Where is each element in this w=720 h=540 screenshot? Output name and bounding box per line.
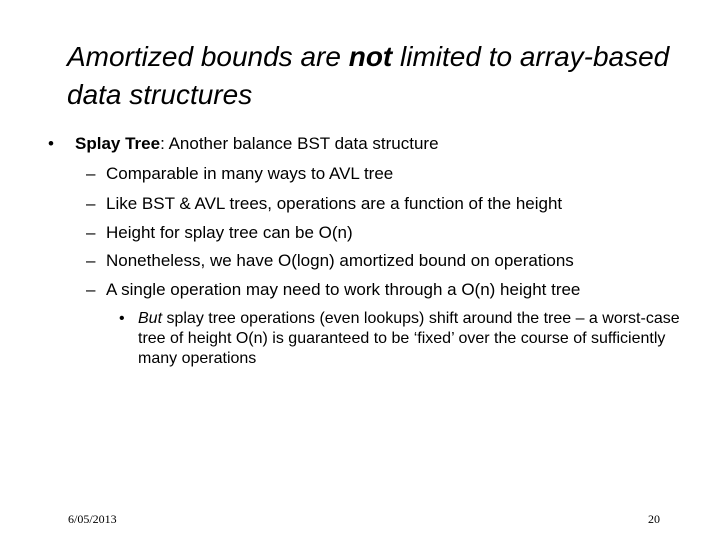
page-number: 20 <box>648 512 660 526</box>
sub-bullet-2 <box>86 193 562 215</box>
dash-marker: – <box>86 223 96 242</box>
bullet-marker: • <box>48 134 54 153</box>
sub-bullet-text: A single operation may need to work through a O(n) height tree <box>106 280 581 299</box>
dash-marker: – <box>86 251 96 270</box>
sub-bullet-4 <box>86 250 574 272</box>
bullet-marker: • <box>119 310 125 327</box>
sub-bullet-1 <box>86 163 393 185</box>
sub-bullet-5 <box>86 279 580 301</box>
dash-marker: – <box>86 164 96 183</box>
bullet-main <box>48 133 439 155</box>
slide-title <box>67 38 687 114</box>
sub-bullet-text: Comparable in many ways to AVL tree <box>106 164 394 183</box>
sub-sub-text: splay tree operations (even lookups) shift around the tree – a worst-case tree of height O(n) is guaranteed to be ‘fixed’ over the course of sufficiently many operations <box>138 310 680 367</box>
sub-bullet-text: Nonetheless, we have O(logn) amortized bound on operations <box>106 251 574 270</box>
sub-bullet-text: Like BST & AVL trees, operations are a function of the height <box>106 194 563 213</box>
sub-bullet-3 <box>86 222 353 244</box>
sub-sub-bullet-body <box>138 309 683 369</box>
footer-date: 6/05/2013 <box>68 512 117 526</box>
sub-bullet-text: Height for splay tree can be O(n) <box>106 223 353 242</box>
title-part2: limited to array-based data structures <box>67 41 670 110</box>
dash-marker: – <box>86 194 96 213</box>
title-emphasis: not <box>348 41 393 72</box>
title-part1: Amortized bounds are <box>67 41 349 72</box>
bullet-term: Splay Tree <box>75 134 161 153</box>
bullet-main-text: : Another balance BST data structure <box>160 134 439 153</box>
sub-sub-emphasis: But <box>138 310 163 327</box>
dash-marker: – <box>86 280 96 299</box>
